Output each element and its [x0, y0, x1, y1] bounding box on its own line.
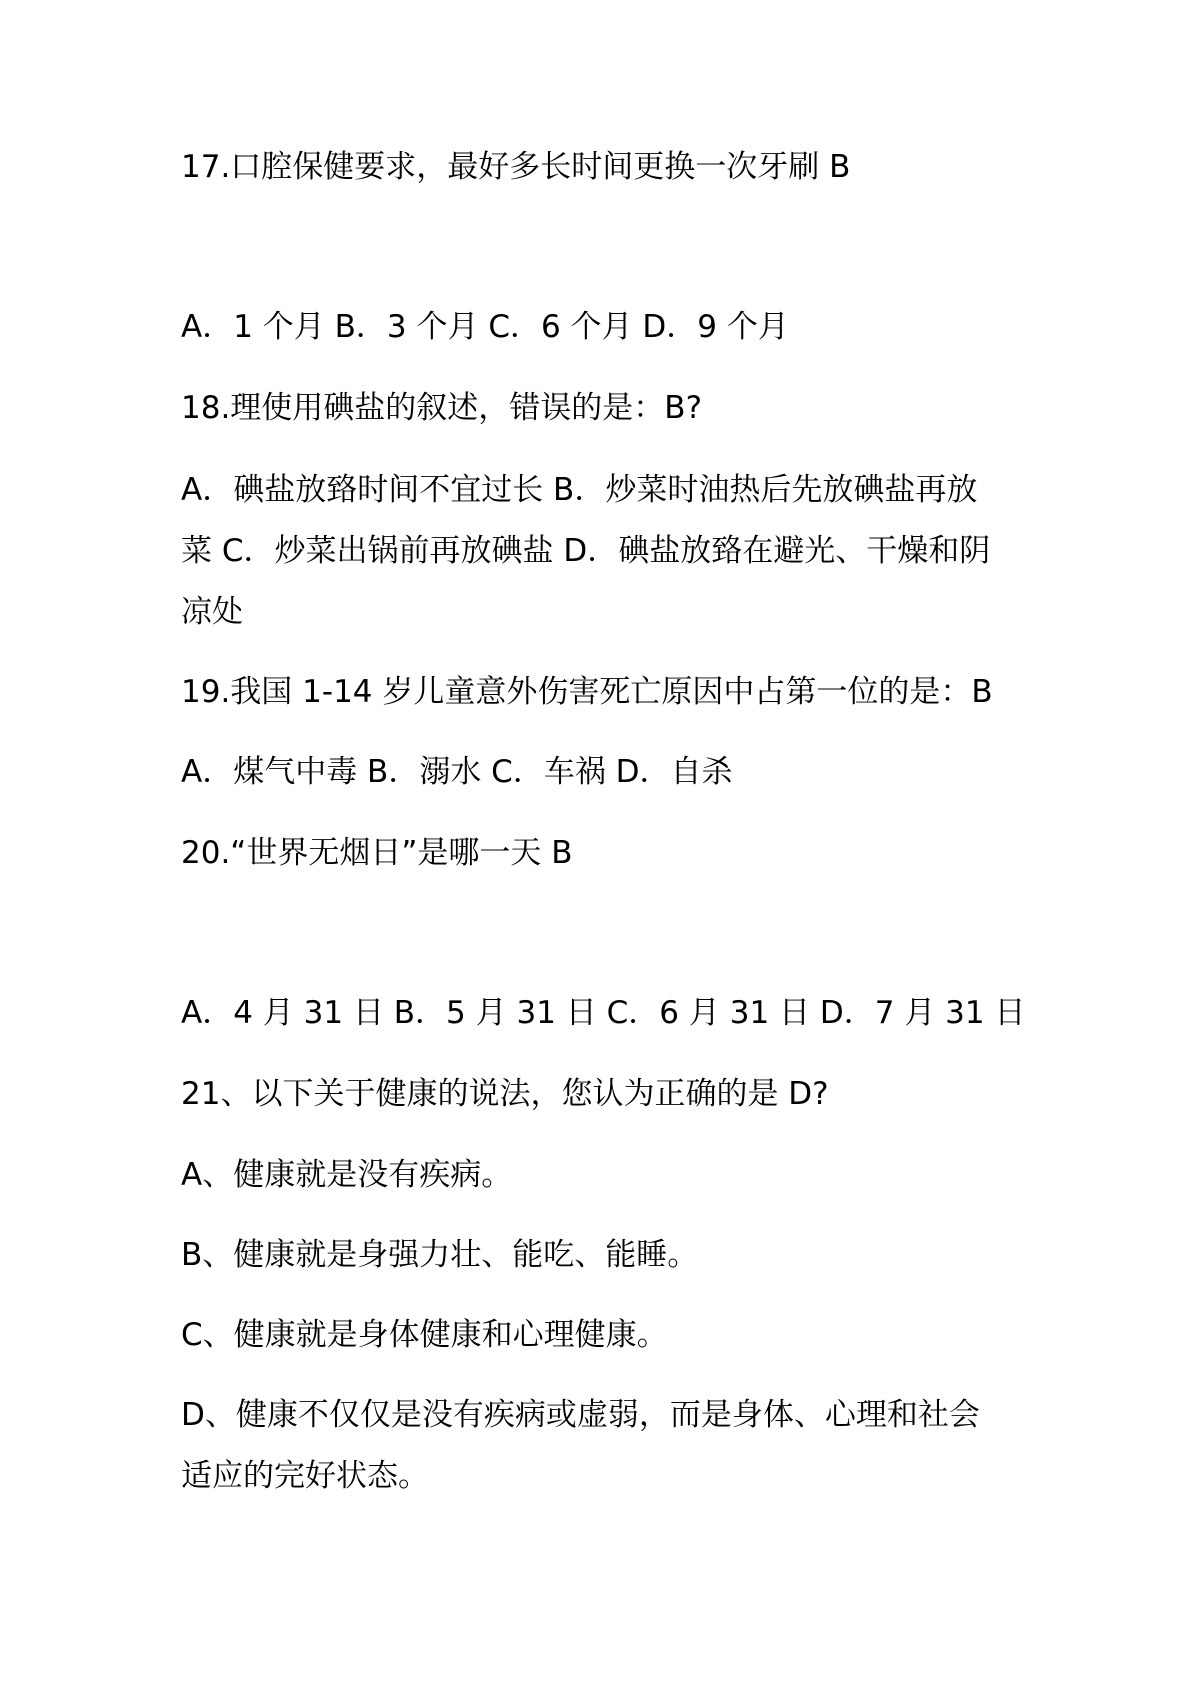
question-20: 20.“世界无烟日”是哪一天 B [181, 835, 573, 871]
question-21-option-d-line-1: D、健康不仅仅是没有疾病或虚弱，而是身体、心理和社会 [181, 1397, 980, 1433]
question-18-options-line-2: 菜 C．炒菜出锅前再放碘盐 D．碘盐放臵在避光、干燥和阴 [181, 533, 991, 569]
question-20-options: A．4 月 31 日 B．5 月 31 日 C．6 月 31 日 D．7 月 31 日 [181, 995, 1026, 1031]
question-19: 19.我国 1-14 岁儿童意外伤害死亡原因中占第一位的是：B [181, 674, 993, 710]
question-19-options: A．煤气中毒 B．溺水 C．车祸 D．自杀 [181, 754, 733, 790]
question-18: 18.理使用碘盐的叙述，错误的是：B? [181, 390, 703, 426]
question-18-options-line-3: 凉处 [181, 594, 243, 630]
question-17-options: A．1 个月 B．3 个月 C．6 个月 D．9 个月 [181, 309, 789, 345]
question-21: 21、以下关于健康的说法，您认为正确的是 D? [181, 1076, 829, 1112]
question-21-option-b: B、健康就是身强力壮、能吃、能睡。 [181, 1237, 699, 1273]
question-18-options-line-1: A．碘盐放臵时间不宜过长 B．炒菜时油热后先放碘盐再放 [181, 472, 978, 508]
question-21-option-d-line-2: 适应的完好状态。 [181, 1458, 429, 1494]
question-21-option-a: A、健康就是没有疾病。 [181, 1157, 513, 1193]
question-21-option-c: C、健康就是身体健康和心理健康。 [181, 1317, 668, 1353]
question-17: 17.口腔保健要求，最好多长时间更换一次牙刷 B [181, 149, 851, 185]
